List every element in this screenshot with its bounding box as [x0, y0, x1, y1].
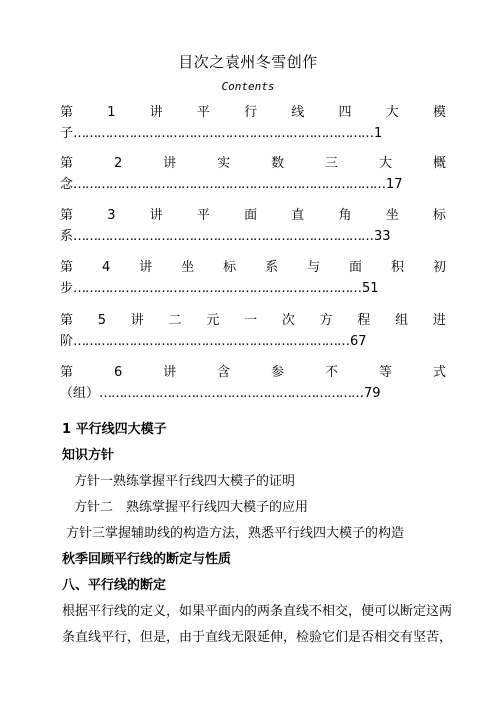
document-subtitle: Contents: [221, 80, 275, 93]
paragraph-line-1: 根据平行线的定义，如果平面内的两条直线不相交，便可以断定这两: [62, 604, 453, 619]
toc-entry-leader: 阶……………………………………………………………67: [60, 334, 367, 349]
document-title: 目次之袁州冬雪创作: [178, 53, 318, 71]
toc-page-number: 17: [386, 177, 403, 192]
goal-item-1: 方针一熟练掌握平行线四大模子的证明: [74, 474, 296, 489]
toc-entry-6[interactable]: [60, 363, 446, 405]
chapter-heading: 1 平行线四大模子: [62, 422, 167, 437]
toc-entry-heading: 第 2 讲 实 数 三 大 概: [60, 156, 446, 171]
review-heading: 秋季回顾平行线的断定与性质: [62, 552, 232, 567]
toc-entry-4[interactable]: [60, 258, 446, 300]
toc-page-number: 67: [350, 334, 367, 349]
toc-entry-heading: 第 3 讲 平 面 直 角 坐 标: [60, 208, 446, 223]
toc-entry-3[interactable]: [60, 206, 446, 248]
toc-page-number: 33: [374, 229, 391, 244]
toc-entry-2[interactable]: [60, 154, 446, 196]
paragraph-line-2: 条直线平行，但是，由于直线无限延伸，检验它们是否相交有坚苦，: [62, 630, 453, 645]
toc-entry-heading: 第 6 讲 含 参 不 等 式: [60, 365, 446, 380]
toc-entry-leader: （组）…………………………………………………………79: [60, 386, 381, 401]
toc-page-number: 1: [374, 126, 383, 141]
goal-item-3: 方针三掌握辅助线的构造方法，熟悉平行线四大模子的构造: [66, 526, 405, 541]
toc-entry-leader: 念……………………………………………………………………17: [60, 177, 403, 192]
toc-entry-heading: 第 4 讲 坐 标 系 与 面 积 初: [60, 260, 446, 275]
toc-page-number: 79: [364, 386, 381, 401]
toc-entry-5[interactable]: [60, 311, 446, 353]
goal-item-2: 方针二 熟练掌握平行线四大模子的应用: [74, 500, 309, 515]
toc-entry-heading: 第 1 讲 平 行 线 四 大 模: [60, 105, 446, 120]
toc-page-number: 51: [362, 281, 379, 296]
section-heading-goals: 知识方针: [62, 448, 115, 463]
subsection-heading: 八、平行线的断定: [62, 578, 167, 593]
toc-entry-heading: 第 5 讲 二 元 一 次 方 程 组 进: [60, 313, 446, 328]
toc-entry-leader: 步………………………………………………………………51: [60, 281, 379, 296]
toc-entry-1[interactable]: [60, 103, 446, 145]
toc-entry-leader: 系…………………………………………………………………33: [60, 229, 391, 244]
toc-entry-leader: 子…………………………………………………………………1: [60, 126, 383, 141]
